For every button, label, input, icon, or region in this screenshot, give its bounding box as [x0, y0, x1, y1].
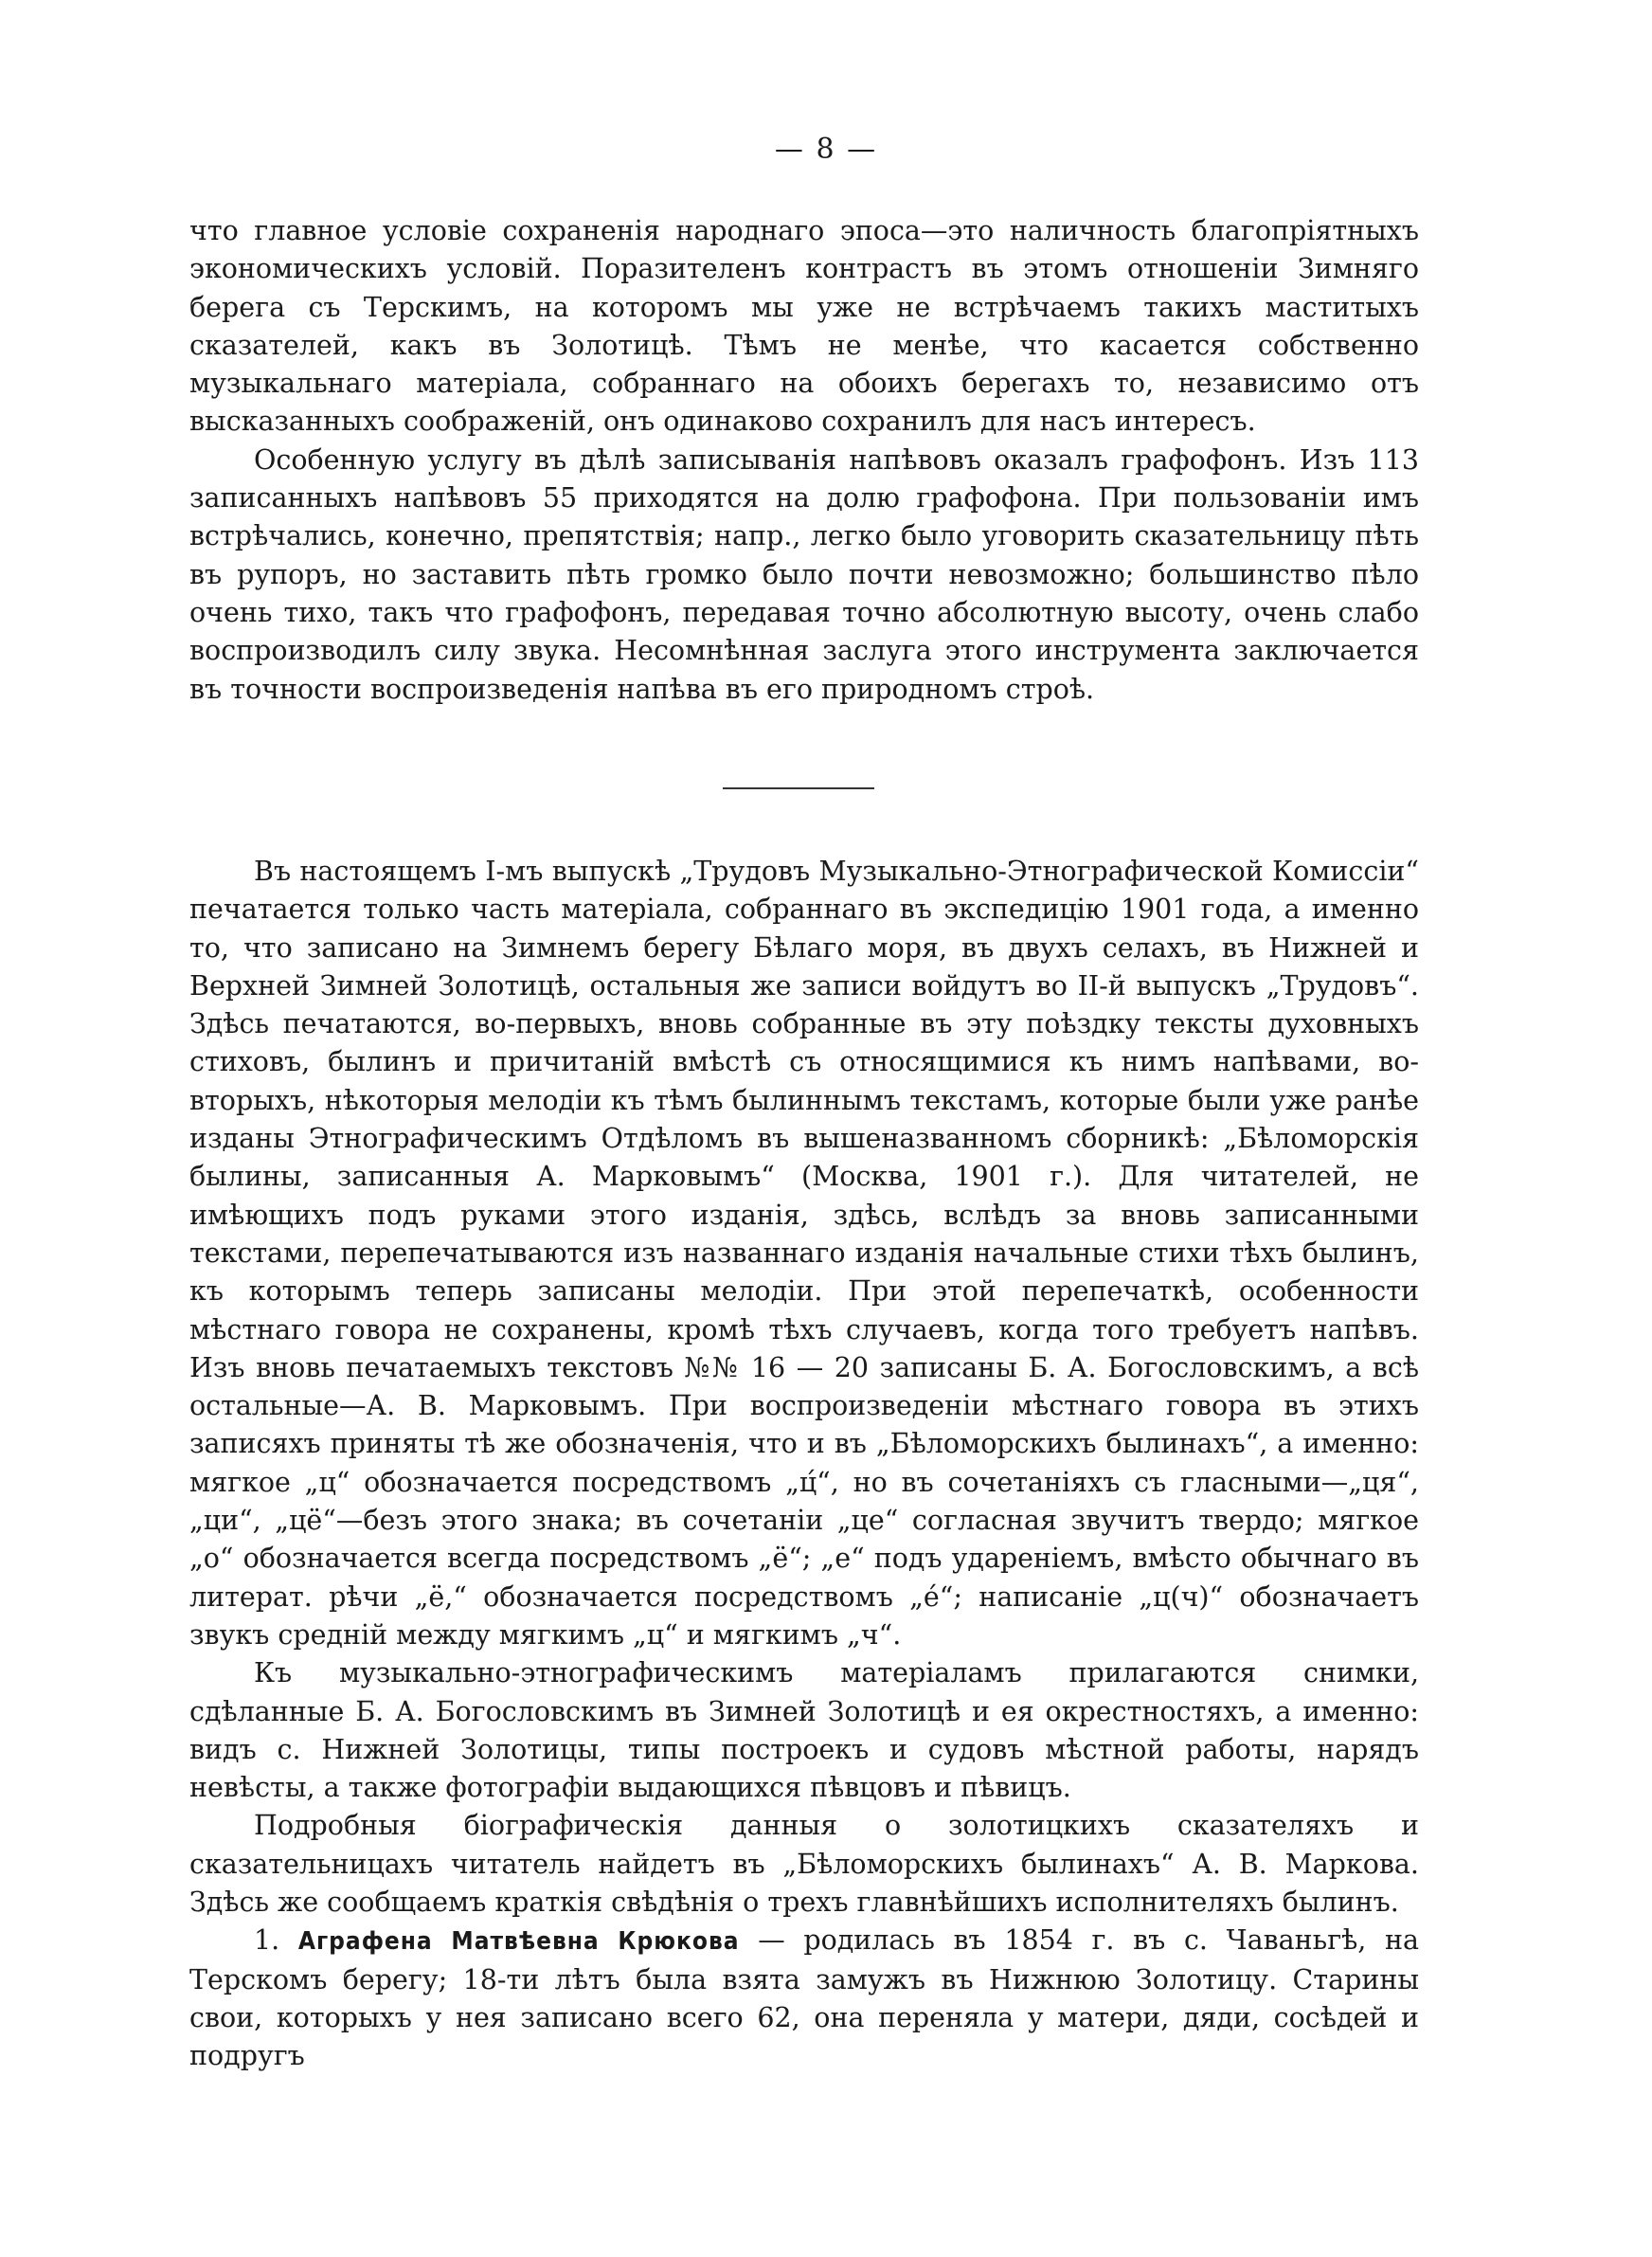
section-divider	[723, 787, 874, 789]
kryukova-biography: — родилась въ 1854 г. въ с. Чаваньгѣ, на Терскомъ берегу; 18-ти лѣтъ была взята замужъ въ Нижнюю Золотицу. Старины свои, которыхъ у нея записано всего 62, она переняла у матери, дяди, сосѣдей и подругъ	[189, 1924, 1419, 2072]
page-number: — 8 —	[774, 133, 878, 166]
paragraph-kryukova	[189, 1922, 1419, 2075]
text-section-2	[189, 853, 1419, 2076]
paragraph-first-issue: Въ настоящемъ I-мъ выпускѣ „Трудовъ Музыкально-Этнографической Комиссіи“ печатается только часть матеріала, собраннаго въ экспедицію 1901 года, а именно то, что записано на Зимнемъ берегу Бѣлаго моря, въ двухъ селахъ, въ Нижней и Верхней Зимней Золотицѣ, остальныя же записи войдутъ во II-й выпускъ „Трудовъ“. Здѣсь печатаются, во-первыхъ, вновь собранные въ эту поѣздку тексты духовныхъ стиховъ, былинъ и причитаній вмѣстѣ съ относящимися къ нимъ напѣвами, во-вторыхъ, нѣкоторыя мелодіи къ тѣмъ былиннымъ текстамъ, которые были уже ранѣе изданы Этнографическимъ Отдѣломъ въ вышеназванномъ сборникѣ: „Бѣломорскія былины, записанныя А. Марковымъ“ (Москва, 1901 г.). Для читателей, не имѣющихъ подъ руками этого изданія, здѣсь, вслѣдъ за вновь записанными текстами, перепечатываются изъ названнаго изданія начальные стихи тѣхъ былинъ, къ которымъ теперь записаны мелодіи. При этой перепечаткѣ, особенности мѣстнаго говора не сохранены, кромѣ тѣхъ случаевъ, когда того требуетъ напѣвъ. Изъ вновь печатаемыхъ текстовъ №№ 16 — 20 записаны Б. А. Богословскимъ, а всѣ остальные—А. В. Марковымъ. При воспроизведеніи мѣстнаго говора въ этихъ записяхъ приняты тѣ же обозначенія, что и въ „Бѣломорскихъ былинахъ“, а именно: мягкое „ц“ обозначается посредствомъ „ц́“, но въ сочетаніяхъ съ гласными—„ця“, „ци“, „цё“—безъ этого знака; въ сочетаніи „це“ согласная звучитъ твердо; мягкое „о“ обозначается всегда посредствомъ „ё“; „е“ подъ удареніемъ, вмѣсто обычнаго въ литерат. рѣчи „ё,“ обозначается посредствомъ „é“; написаніе „ц(ч)“ обозначаетъ звукъ средній между мягкимъ „ц“ и мягкимъ „ч“.	[189, 856, 1419, 1651]
kryukova-name: Аграфена Матвѣевна Крюкова	[297, 1927, 740, 1957]
paragraph-photographs: Къ музыкально-этнографическимъ матеріаламъ прилагаются снимки, сдѣланные Б. А. Богословскимъ въ Зимней Золотицѣ и ея окрестностяхъ, а именно: видъ с. Нижней Золотицы, типы построекъ и судовъ мѣстной работы, нарядъ невѣсты, а также фотографіи выдающихся пѣвцовъ и пѣвицъ.	[189, 1657, 1419, 1804]
kryukova-number: 1.	[254, 1924, 298, 1957]
paragraph-graphophone: Особенную услугу въ дѣлѣ записыванія напѣвовъ оказалъ графофонъ. Изъ 113 записанныхъ напѣвовъ 55 приходятся на долю графофона. При пользованіи имъ встрѣчались, конечно, препятствія; напр., легко было уговорить сказательницу пѣть въ рупоръ, но заставить пѣть громко было почти невозможно; большинство пѣло очень тихо, такъ что графофонъ, передавая точно абсолютную высоту, очень слабо воспроизводилъ силу звука. Несомнѣнная заслуга этого инструмента заключается въ точности воспроизведенія напѣва въ его природномъ строѣ.	[189, 443, 1419, 705]
paragraph-biographies: Подробныя біографическія данныя о золотицкихъ сказателяхъ и сказательницахъ читатель найдетъ въ „Бѣломорскихъ былинахъ“ А. В. Маркова. Здѣсь же сообщаемъ краткія свѣдѣнія о трехъ главнѣйшихъ исполнителяхъ былинъ.	[189, 1810, 1419, 1919]
paragraph-economic-conditions: что главное условіе сохраненія народнаго эпоса—это наличность благопріятныхъ экономическихъ условій. Поразителенъ контрастъ въ этомъ отношеніи Зимняго берега съ Терскимъ, на которомъ мы уже не встрѣчаемъ такихъ маститыхъ сказателей, какъ въ Золотицѣ. Тѣмъ не менѣе, что касается собственно музыкальнаго матеріала, собраннаго на обоихъ берегахъ то, независимо отъ высказанныхъ соображеній, онъ одинаково сохранилъ для насъ интересъ.	[189, 215, 1419, 438]
text-section-1	[189, 212, 1419, 709]
